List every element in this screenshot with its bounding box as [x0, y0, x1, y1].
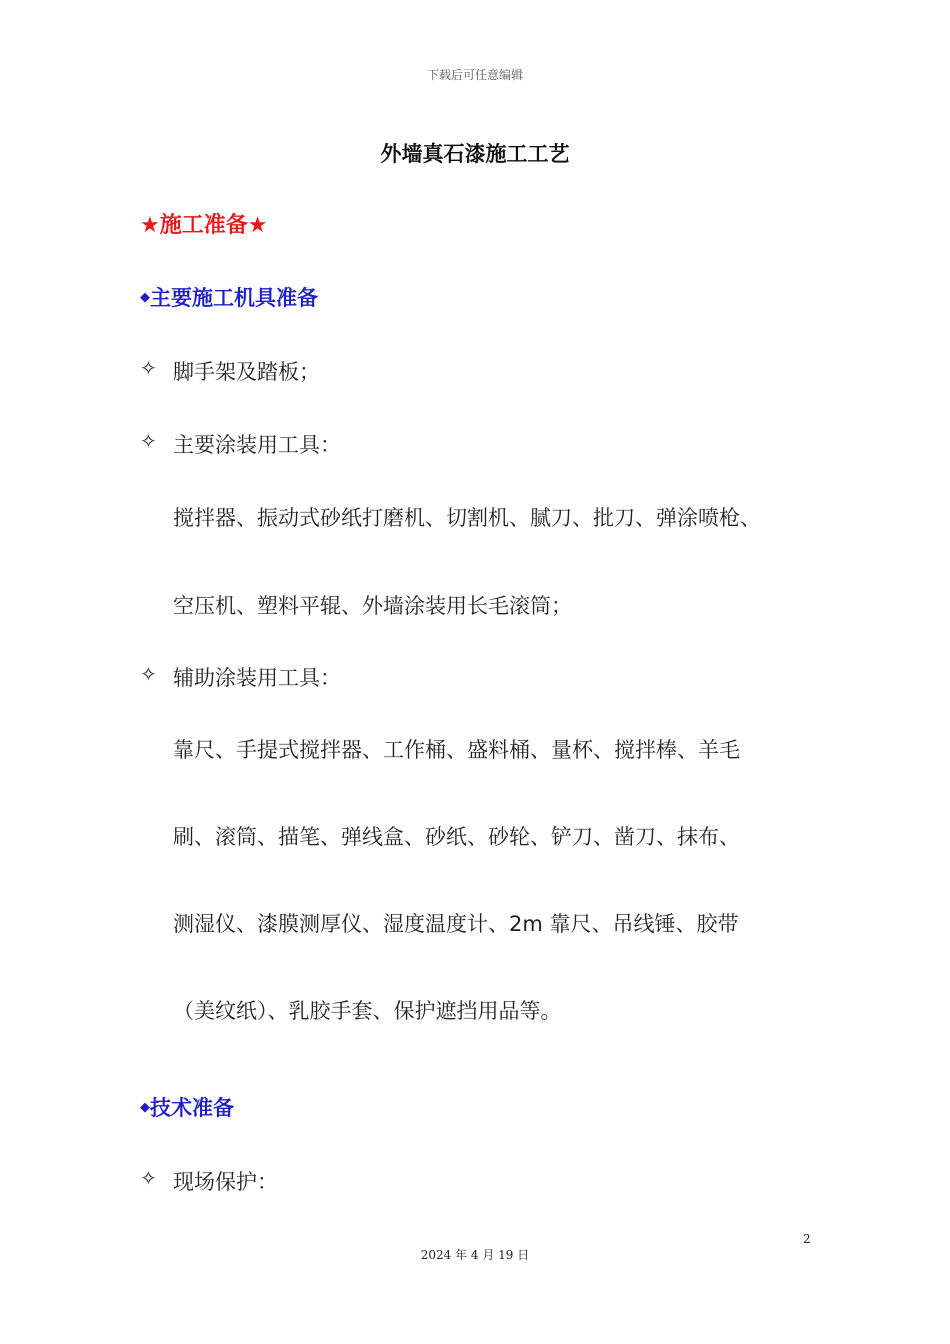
paragraph-line: 靠尺、手提式搅拌器、工作桶、盛料桶、量杯、搅拌棒、羊毛 [173, 738, 740, 762]
subsection-title-technical-prep [140, 1092, 234, 1122]
footer-date: 2024 年 4 月 19 日 [420, 1248, 530, 1262]
paragraph-line: 搅拌器、振动式砂纸打磨机、切割机、腻刀、批刀、弹涂喷枪、 [173, 506, 761, 530]
sparkle-bullet-icon: ✧ [140, 356, 157, 380]
list-item-main-tools: 主要涂装用工具： [173, 433, 341, 457]
subsection-label: 技术准备 [150, 1096, 234, 1120]
paragraph-line: 测湿仪、漆膜测厚仪、湿度温度计、2m 靠尺、吊线锤、胶带 [173, 912, 739, 936]
sparkle-bullet-icon: ✧ [140, 662, 157, 686]
page-number: 2 [803, 1232, 811, 1246]
paragraph-line: 空压机、塑料平辊、外墙涂装用长毛滚筒； [173, 594, 572, 618]
paragraph-line: 刷、滚筒、描笔、弹线盒、砂纸、砂轮、铲刀、凿刀、抹布、 [173, 825, 740, 849]
list-item-site-protection: 现场保护： [173, 1170, 278, 1194]
section-title-construction-prep: ★施工准备★ [140, 213, 268, 238]
subsection-label: 主要施工机具准备 [150, 286, 318, 310]
sparkle-bullet-icon: ✧ [140, 1166, 157, 1190]
list-item-scaffold: 脚手架及踏板； [173, 360, 320, 384]
sparkle-bullet-icon: ✧ [140, 429, 157, 453]
paragraph-line: （美纹纸）、乳胶手套、保护遮挡用品等。 [173, 999, 562, 1023]
diamond-marker-icon: ◆ [140, 290, 150, 305]
document-title: 外墙真石漆施工工艺 [380, 142, 570, 166]
list-item-aux-tools: 辅助涂装用工具： [173, 666, 341, 690]
diamond-marker-icon: ◆ [140, 1100, 150, 1115]
header-note: 下载后可任意编辑 [426, 68, 523, 82]
subsection-title-tools [140, 282, 318, 312]
